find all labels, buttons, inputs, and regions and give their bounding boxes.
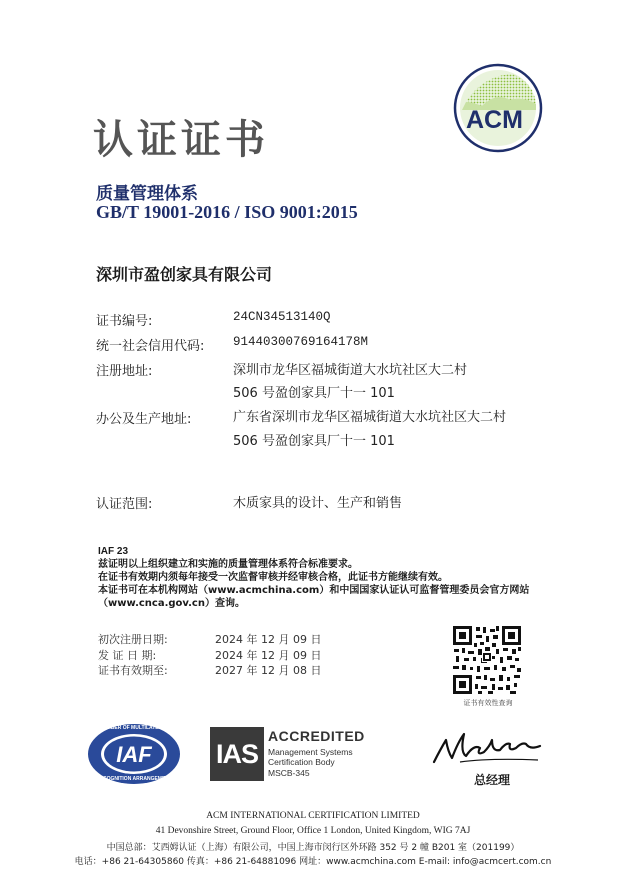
acm-logo	[452, 62, 544, 154]
system-name: 质量管理体系	[96, 184, 198, 204]
date-label-expiry: 证书有效期至:	[98, 664, 168, 677]
date-value-initial: 2024 年 12 月 09 日	[215, 633, 322, 646]
scope-label: 认证范围:	[96, 497, 153, 512]
iaf-center: IAF	[116, 742, 152, 767]
date-label-issue: 发 证 日 期:	[98, 649, 157, 662]
signature-title: 总经理	[474, 773, 511, 787]
note-line-3: 本证书可在本机构网站（www.acmchina.com）和中国国家认证认可监督管理委员会官方网站	[98, 585, 530, 596]
date-value-expiry: 2027 年 12 月 08 日	[215, 664, 322, 677]
note-line-2: 在证书有效期内须每年接受一次监督审核并经审核合格，此证书方能继续有效。	[98, 572, 448, 583]
qr-caption: 证书有效性查询	[463, 699, 513, 707]
footer-hq-cn: 中国总部：艾西姆认证（上海）有限公司，中国上海市闵行区外环路 352 号 2 幢 B201 室（201199）	[106, 843, 520, 853]
footer-org: ACM INTERNATIONAL CERTIFICATION LIMITED	[206, 811, 420, 821]
iaf-ring-top: MEMBER OF MULTILATERAL	[99, 725, 169, 731]
field-value-office-address-2: 506 号盈创家具厂十一 101	[233, 434, 395, 449]
field-label-credit-code: 统一社会信用代码:	[96, 339, 205, 354]
ias-logo-box: IAS	[210, 727, 264, 781]
ias-line-3: MSCB-345	[268, 768, 310, 778]
acm-logo-text: ACM	[466, 106, 523, 134]
footer-contact: 电话：+86 21-64305860 传真：+86 21-64881096 网址：www.acmchina.com E-mail: info@acmcert.com.cn	[74, 857, 552, 867]
qr-code-icon	[452, 625, 522, 695]
date-value-issue: 2024 年 12 月 09 日	[215, 649, 322, 662]
qr-code[interactable]	[452, 625, 522, 695]
field-value-reg-address: 深圳市龙华区福城街道大水坑社区大二村	[233, 363, 468, 378]
field-value-cert-no: 24CN34513140Q	[233, 310, 331, 324]
iaf-code: IAF 23	[98, 546, 129, 557]
note-line-4: （www.cnca.gov.cn）查询。	[98, 598, 245, 609]
field-label-office-address: 办公及生产地址:	[96, 412, 192, 427]
field-label-cert-no: 证书编号:	[96, 314, 153, 329]
company-name: 深圳市盈创家具有限公司	[96, 265, 273, 284]
signature	[430, 722, 545, 768]
ias-line-2: Certification Body	[268, 757, 335, 767]
iaf-ring-bottom: RECOGNITION ARRANGEMENT	[96, 776, 172, 782]
footer-address-en: 41 Devonshire Street, Ground Floor, Office 1 London, United Kingdom, WIG 7AJ	[155, 826, 471, 836]
date-label-initial: 初次注册日期:	[98, 633, 168, 646]
system-standard: GB/T 19001-2016 / ISO 9001:2015	[96, 202, 358, 222]
field-value-reg-address-2: 506 号盈创家具厂十一 101	[233, 386, 395, 401]
field-value-credit-code: 91440300769164178M	[233, 335, 369, 349]
note-line-1: 兹证明以上组织建立和实施的质量管理体系符合标准要求。	[98, 559, 358, 570]
signature-icon	[430, 722, 545, 768]
scope-value: 木质家具的设计、生产和销售	[233, 496, 403, 511]
ias-line-1: Management Systems	[268, 747, 353, 757]
certificate-title: 认证证书	[93, 117, 269, 163]
ias-accredited: ACCREDITED	[268, 728, 365, 744]
field-value-office-address: 广东省深圳市龙华区福城街道大水坑社区大二村	[233, 410, 507, 425]
field-label-reg-address: 注册地址:	[96, 364, 153, 379]
iaf-logo	[86, 722, 182, 786]
